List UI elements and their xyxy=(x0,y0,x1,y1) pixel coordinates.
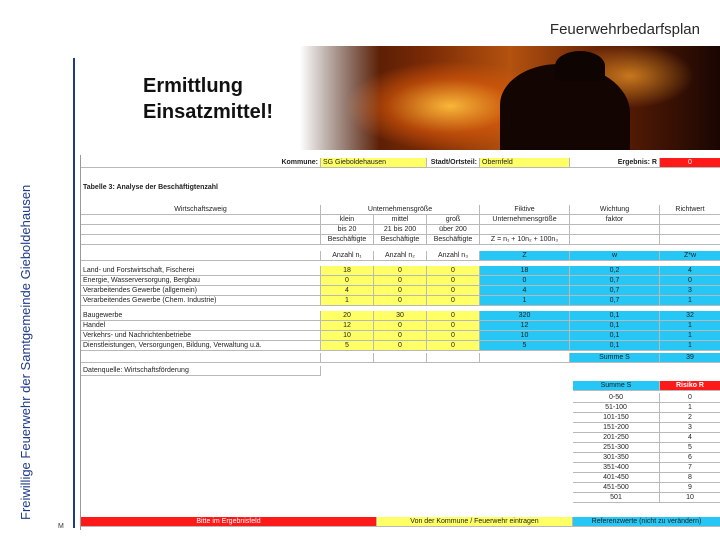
fire-photo xyxy=(300,46,720,150)
risk-row xyxy=(573,483,720,493)
w-label: w xyxy=(570,251,660,261)
size-small-1: klein xyxy=(321,215,374,225)
risk-range: 101-150 xyxy=(573,413,660,423)
risk-row xyxy=(573,453,720,463)
risk-value: 0 xyxy=(660,393,720,403)
risk-row xyxy=(573,433,720,443)
ergebnis-value: 0 xyxy=(660,158,720,168)
z-label: Z xyxy=(480,251,570,261)
table-row: Verarbeitendes Gewerbe (allgemein) 4 0 0 4 0,7 3 xyxy=(81,286,720,296)
risk-row xyxy=(573,443,720,453)
risk-range: 0-50 xyxy=(573,393,660,403)
risk-value: 8 xyxy=(660,473,720,483)
risk-row xyxy=(573,413,720,423)
size-row-2 xyxy=(81,225,720,235)
ergebnis-label: Ergebnis: R xyxy=(570,158,660,168)
table-row: Energie, Wasserversorgung, Bergbau 0 0 0 0 0,7 0 xyxy=(81,276,720,286)
risk-row xyxy=(573,463,720,473)
size-small-2: bis 20 xyxy=(321,225,374,235)
title-line-1: Ermittlung xyxy=(143,75,243,97)
page-title xyxy=(143,73,273,125)
risk-value: 1 xyxy=(660,403,720,413)
risk-row xyxy=(573,473,720,483)
size-mid-2: 21 bis 200 xyxy=(374,225,427,235)
header-wichtung: Wichtung xyxy=(570,205,660,215)
risk-range: 501 xyxy=(573,493,660,503)
risk-row xyxy=(573,403,720,413)
count-label-2: Anzahl n₂ xyxy=(374,251,427,261)
datenquelle: Datenquelle: Wirtschaftsförderung xyxy=(81,366,321,376)
spreadsheet xyxy=(80,155,720,530)
risk-value: 9 xyxy=(660,483,720,493)
zw-label: Z*w xyxy=(660,251,720,261)
stadt-value[interactable]: Obernfeld xyxy=(480,158,570,168)
size-row-1 xyxy=(81,215,720,225)
size-big-3: Beschäftigte xyxy=(427,235,480,245)
size-mid-3: Beschäftigte xyxy=(374,235,427,245)
risk-value: 10 xyxy=(660,493,720,503)
risk-value: 4 xyxy=(660,433,720,443)
header-banner xyxy=(0,0,720,150)
table-title: Tabelle 3: Analyse der Beschäftigtenzahl xyxy=(83,184,218,191)
vertical-organization-text: Freiwillige Feuerwehr der Samtgemeinde Gieboldehausen xyxy=(18,184,33,520)
legend-cyan: Referenzwerte (nicht zu verändern) xyxy=(573,517,720,527)
size-mid-1: mittel xyxy=(374,215,427,225)
table-row: Land- und Forstwirtschaft, Fischerei 18 0 0 18 0,2 4 xyxy=(81,266,720,276)
helmet-shape xyxy=(555,51,605,81)
kommune-row xyxy=(81,158,720,168)
stadt-label: Stadt/Ortsteil: xyxy=(427,158,480,168)
risk-range: 401-450 xyxy=(573,473,660,483)
datenquelle-row xyxy=(81,366,321,376)
header-richtwert: Richtwert xyxy=(660,205,720,215)
risk-header-row xyxy=(573,381,720,391)
risk-range: 201-250 xyxy=(573,433,660,443)
risk-row xyxy=(573,423,720,433)
count-label-row xyxy=(81,251,720,261)
table-row: Verkehrs- und Nachrichtenbetriebe 10 0 0 10 0,1 1 xyxy=(81,331,720,341)
vertical-accent-line xyxy=(73,58,75,528)
risk-value: 6 xyxy=(660,453,720,463)
risk-range: 451-500 xyxy=(573,483,660,493)
risk-header-risk: Risiko R xyxy=(660,381,720,391)
header-wirtschaftszweig: Wirtschaftszweig xyxy=(81,205,321,215)
header-wichtung-2: faktor xyxy=(570,215,660,225)
table-row: Baugewerbe 20 30 0 320 0,1 32 xyxy=(81,311,720,321)
summe-value: 39 xyxy=(660,353,720,363)
table-row: Verarbeitendes Gewerbe (Chem. Industrie) 1 0 0 1 0,7 1 xyxy=(81,296,720,306)
kommune-value[interactable]: SG Gieboldehausen xyxy=(321,158,427,168)
size-row-3 xyxy=(81,235,720,245)
header-fiktive-2: Unternehmensgröße xyxy=(480,215,570,225)
risk-row xyxy=(573,493,720,503)
table-row: Handel 12 0 0 12 0,1 1 xyxy=(81,321,720,331)
title-line-2: Einsatzmittel! xyxy=(143,101,274,123)
risk-value: 3 xyxy=(660,423,720,433)
brand-title: Feuerwehrbedarfsplan xyxy=(549,21,700,38)
summe-label: Summe S xyxy=(570,353,660,363)
kommune-label: Kommune: xyxy=(81,158,321,168)
table-title-row xyxy=(81,183,321,193)
count-label-3: Anzahl n₃ xyxy=(427,251,480,261)
risk-header-sum: Summe S xyxy=(573,381,660,391)
legend-row xyxy=(81,517,720,527)
summe-row xyxy=(81,353,720,363)
count-label-1: Anzahl n₁ xyxy=(321,251,374,261)
legend-red: Bitte im Ergebnisfeld xyxy=(81,517,377,527)
size-big-2: über 200 xyxy=(427,225,480,235)
risk-range: 51-100 xyxy=(573,403,660,413)
header-unternehmensgroesse: Unternehmensgröße xyxy=(321,205,480,215)
risk-row xyxy=(573,393,720,403)
page-marker: M xyxy=(58,523,64,530)
risk-value: 5 xyxy=(660,443,720,453)
table-row: Dienstleistungen, Versorgungen, Bildung, Verwaltung u.ä. 5 0 0 5 0,1 1 xyxy=(81,341,720,351)
header-fiktive: Fiktive xyxy=(480,205,570,215)
risk-range: 251-300 xyxy=(573,443,660,453)
risk-value: 7 xyxy=(660,463,720,473)
risk-value: 2 xyxy=(660,413,720,423)
risk-range: 301-350 xyxy=(573,453,660,463)
formula-cell: Z = n₁ + 10n₂ + 100n₃ xyxy=(480,235,570,245)
risk-range: 151-200 xyxy=(573,423,660,433)
size-big-1: groß xyxy=(427,215,480,225)
column-header-row xyxy=(81,205,720,215)
legend-yellow: Von der Kommune / Feuerwehr eintragen xyxy=(377,517,573,527)
size-small-3: Beschäftigte xyxy=(321,235,374,245)
risk-range: 351-400 xyxy=(573,463,660,473)
